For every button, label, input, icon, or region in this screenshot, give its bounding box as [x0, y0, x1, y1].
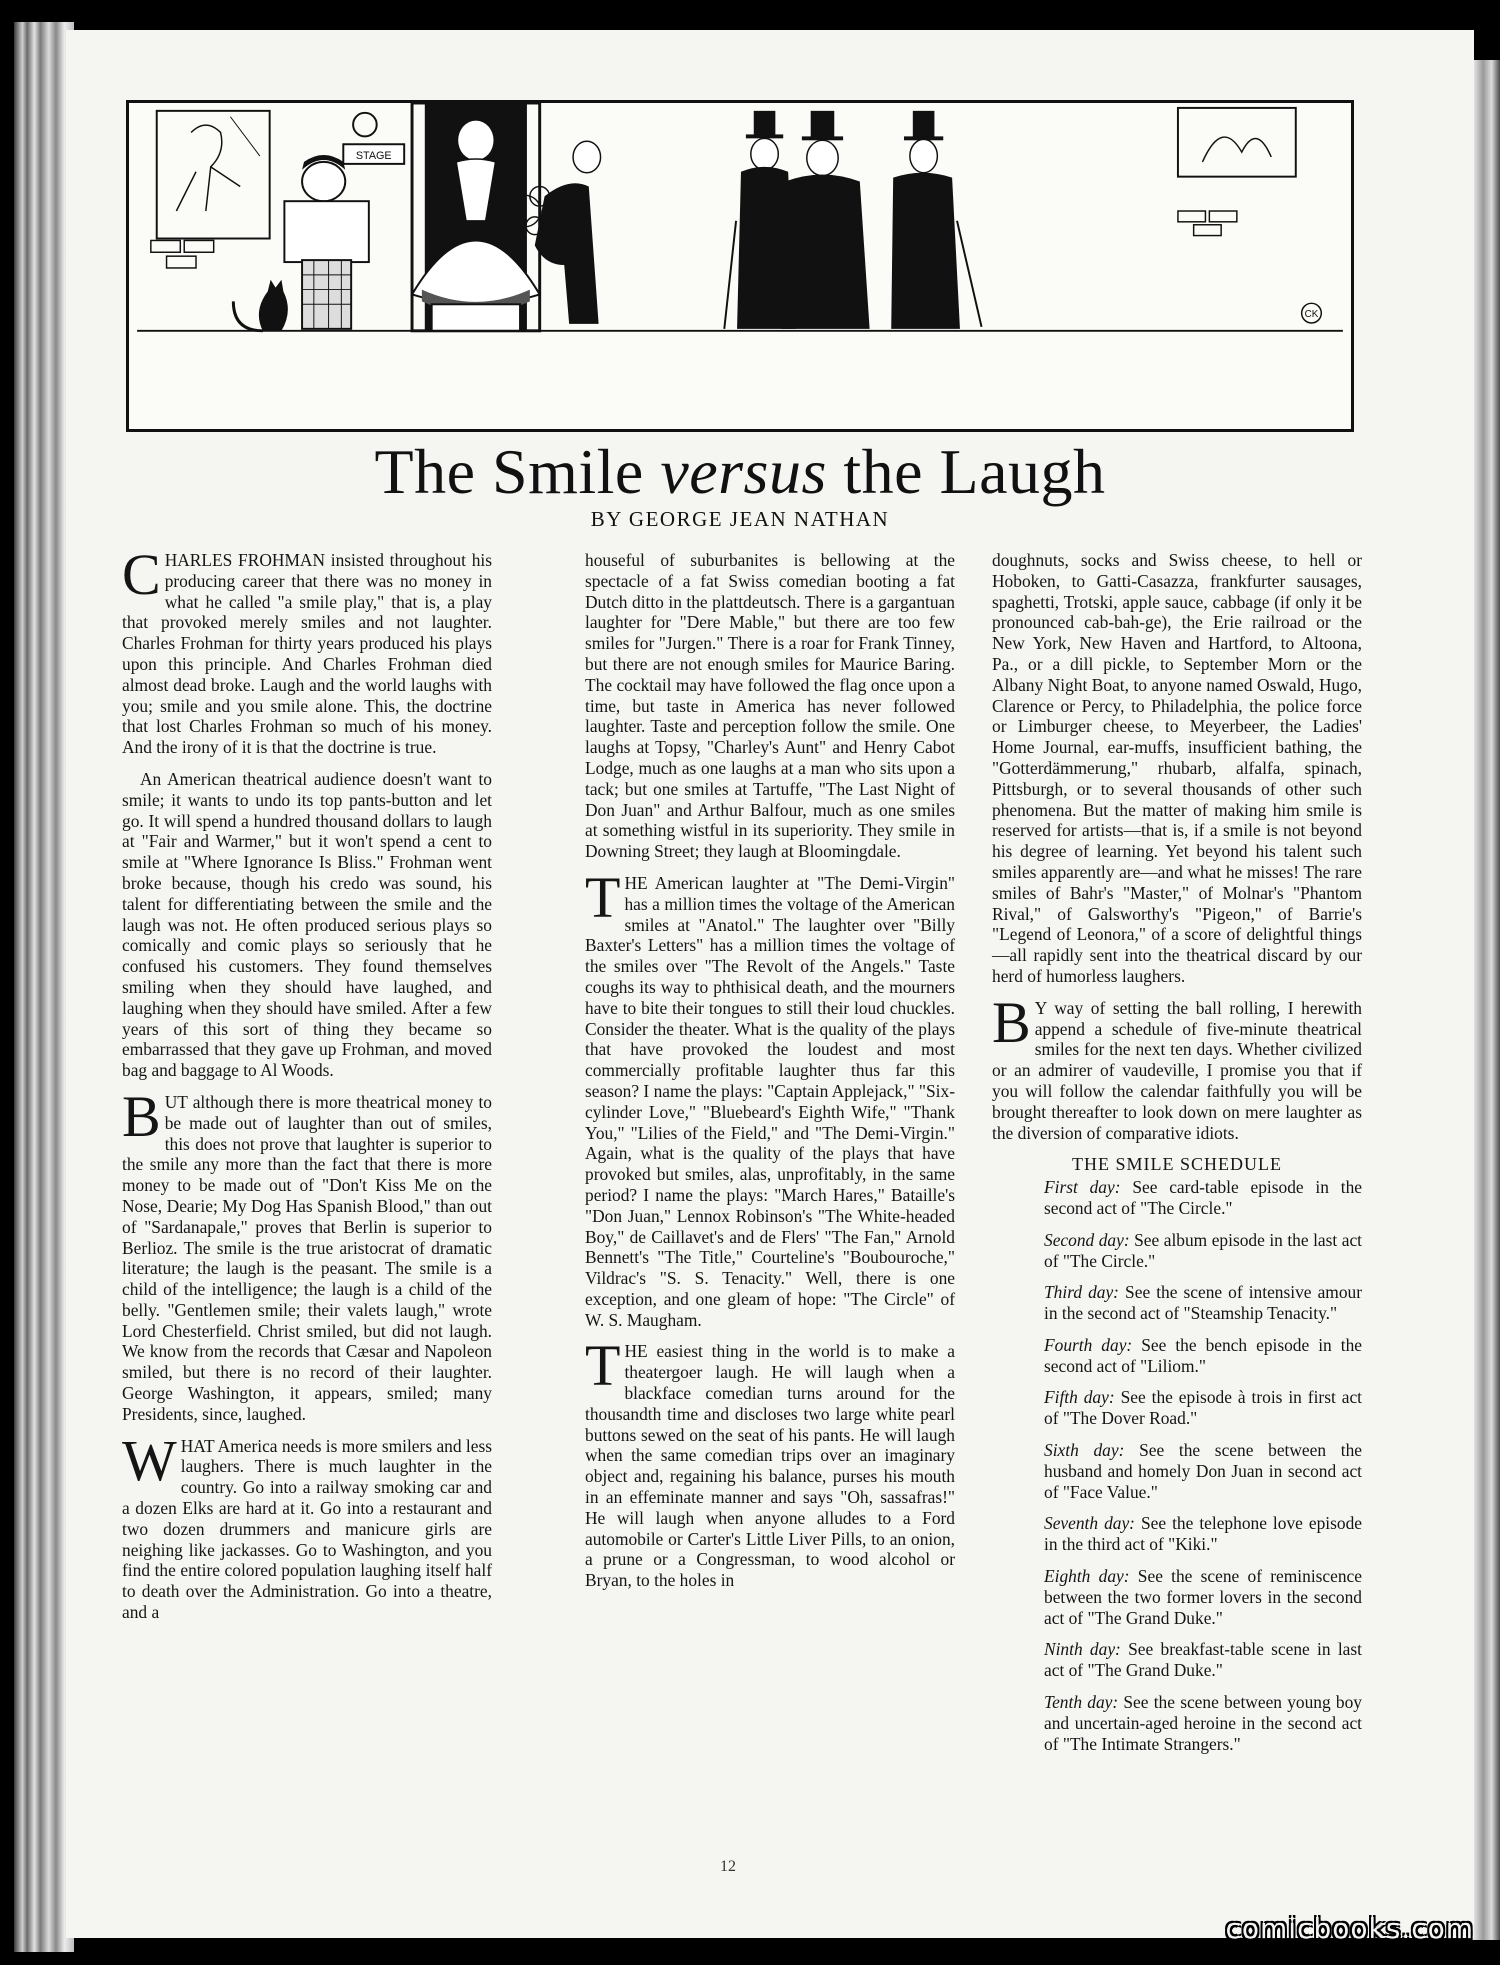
schedule-heading: THE SMILE SCHEDULE: [1072, 1154, 1282, 1175]
paragraph: WHAT America needs is more smilers and less laughers. There is much laughter in the country. Go into a railway smoking car and a dozen Elks are hard at it. Go into a restaurant and two dozen drummers and manicure girls are neighing like jackasses. Go to Washington, and you find the entire colored population laughing itself half to death over the Administration. Go into a theatre, and a: [122, 1427, 492, 1623]
title-emphasis: versus: [660, 436, 827, 507]
byline: BY GEORGE JEAN NATHAN: [590, 507, 890, 531]
cat-tail: [233, 301, 262, 330]
poster-hatching: [230, 117, 259, 156]
svg-text:CK: CK: [1304, 309, 1319, 321]
black-cat: [259, 280, 288, 331]
site-watermark: comicbooks.com: [1225, 1912, 1474, 1945]
schedule-item: Third day: See the scene of intensive amour in the second act of "Steamship Tenacity.": [1044, 1282, 1362, 1324]
lamp-globe: [353, 113, 377, 137]
bowing-suitor: [535, 183, 599, 324]
drop-cap: T: [585, 1333, 621, 1399]
book-page-edges: [14, 22, 74, 1952]
paragraph: houseful of suburbanites is bellowing at the spectacle of a fat Swiss comedian booting a fat Dutch ditto in the plattdeutsch. There is a gargantuan laughter for "Dere Mable," but there are too few smiles for "Jurgen." There is a roar for Frank Tinney, but there are not enough smiles for Maurice Baring. The cocktail may have followed the flag once upon a time, but taste in America has never followed laughter. Taste and perception follow the smile. One laughs at Topsy, "Charley's Aunt" and Henry Cabot Lodge, much as one laughs at a man who sits upon a tack; but one smiles at Tartuffe, "The Last Night of Don Juan" and Arthur Balfour, much as one smiles at something wistful in its superiority. They smile in Downing Street; they laugh at Bloomingdale.: [585, 550, 955, 862]
doorstep: [432, 304, 520, 331]
schedule-item: Fourth day: See the bench episode in the second act of "Liliom.": [1044, 1334, 1362, 1376]
schedule-item: Ninth day: See breakfast-table scene in last act of "The Grand Duke.": [1044, 1639, 1362, 1681]
drop-cap: B: [122, 1083, 161, 1149]
newspaper: [284, 201, 368, 262]
schedule-item: Second day: See album episode in the last act of "The Circle.": [1044, 1229, 1362, 1271]
stage-sign-text: STAGE: [355, 149, 392, 162]
poster-frame-right: [1178, 108, 1296, 177]
drop-cap: W: [122, 1427, 177, 1493]
page-number: 12: [720, 1858, 736, 1875]
top-hat-2: [811, 111, 835, 138]
column-3: [992, 550, 1362, 1765]
suitor-head: [573, 141, 600, 172]
paragraph: BUT although there is more theatrical money to be made out of laughter than out of smiles, this does not prove that laughter is superior to the smile any more than the fact that there is more money to be made out of "Don't Kiss Me on the Nose, Dearie; My Dog Has Spanish Blood," than out of "Sardanapale," proves that Berlin is superior to Berlioz. The smile is the true aristocrat of dramatic literature; the laugh is the peasant. The smile is a child of the intelligence; the laugh is a child of the belly. "Gentlemen smile; their valets laugh," wrote Lord Chesterfield. Christ smiled, but did not laugh. We know from the records that Cæsar and Napoleon smiled, but there is no record of their laughter. George Washington, it appears, smiled; many Presidents, since, laughed.: [122, 1083, 492, 1424]
poster-dancer: [176, 125, 240, 211]
header-illustration: [126, 100, 1354, 432]
book-right-edge: [1472, 60, 1500, 1940]
drop-cap: T: [585, 864, 621, 930]
illustration-art: [129, 103, 1351, 429]
title-part-2: the Laugh: [826, 436, 1106, 507]
smile-schedule: [992, 1177, 1362, 1754]
top-hat-3: [913, 111, 935, 138]
reader-trousers: [302, 260, 351, 329]
schedule-item: Eighth day: See the scene of reminiscence between the two former lovers in the second act of "The Grand Duke.": [1044, 1566, 1362, 1628]
title-part-1: The Smile: [374, 436, 661, 507]
schedule-item: Tenth day: See the scene between young boy and uncertain-aged heroine in the second act of "The Intimate Strangers.": [1044, 1692, 1363, 1754]
paragraph: THE easiest thing in the world is to make a theatergoer laugh. He will laugh when a blackface comedian turns around for the thousandth time and discloses two large white pearl buttons sewed on the seat of his pants. He will laugh when the same comedian trips over an imaginary object and, regaining his balance, purses his mouth in an effeminate manner and says "Oh, sassafras!" He will laugh when anyone alludes to a Ford automobile or Carter's Little Liver Pills, to an onion, a prune or a Congressman, to wood alcohol or Bryan, to the holes in: [585, 1333, 955, 1591]
gentlemen-group: [724, 111, 981, 329]
reader-head: [302, 162, 345, 201]
drop-cap: C: [122, 542, 161, 607]
top-hat-1: [754, 111, 776, 137]
column-2: [585, 550, 955, 1602]
paragraph: THE American laughter at "The Demi-Virgin" has a million times the voltage of the American smiles at "Anatol." The laughter over "Billy Baxter's Letters" has a million times the voltage of the smiles over "The Revolt of the Angels." Taste coughs its way to phthisical death, and the mourners have to bite their tongues to still their loud chuckles. Consider the theater. What is the quality of the plays that have provoked the loudest and most commercially profitable laughter thus far this season? I name the plays: "Captain Applejack," "Six-cylinder Love," "Bluebeard's Eighth Wife," "Thank You," "Lilies of the Field," and "The Demi-Virgin." Again, what is the quality of the plays that have provoked but smiles, alas, unprofitably, in the same period? I name the plays: "March Hares," Bataille's "Don Juan," Lennox Robinson's "The White-headed Boy," de Caillavet's and de Flers' "The Fan," Arnold Bennett's "The Title," Courteline's "Boubouroche," Vildrac's "S. S. Tenacity." Well, there is one exception, and one gleam of hope: "The Circle" of W. S. Maugham.: [585, 864, 955, 1330]
paragraph: B Y way of setting the ball rolling, I herewith append a schedule of five-minute theatrical smiles for the next ten days. Whether civilized or an admirer of vaudeville, I promise you that if you will follow the calendar faithfully you will be brought thereafter to look down on mere laughter as the diversion of comparative idiots.: [992, 989, 1362, 1143]
schedule-item: Seventh day: See the telephone love episode in the third act of "Kiki.": [1044, 1513, 1362, 1555]
column-1: [122, 542, 492, 1634]
paragraph: CHARLES FROHMAN insisted throughout his producing career that there was no money in what he called "a smile play," that is, a play that provoked merely smiles and not laughter. Charles Frohman for thirty years produced his plays upon this principle. And Charles Frohman died almost dead broke. Laugh and the world laughs with you; smile and you smile alone. This, the doctrine that lost Charles Frohman so much of his money. And the irony of it is that the doctrine is true.: [122, 542, 492, 758]
schedule-item: Fifth day: See the episode à trois in first act of "The Dover Road.": [1044, 1387, 1363, 1429]
drop-cap: B: [992, 989, 1031, 1055]
schedule-item: Sixth day: See the scene between the husband and homely Don Juan in second act of "Face Value.": [1044, 1440, 1362, 1502]
woman-head: [458, 121, 493, 160]
paragraph: doughnuts, socks and Swiss cheese, to hell or Hoboken, to Gatti-Casazza, frankfurter sausages, spaghetti, Trotski, apple sauce, cabbage (if only it be pronounced cab-bah-ge), the Erie railroad or the New York, New Haven and Hartford, to Altoona, Pa., or a dill pickle, to September Morn or the Albany Night Boat, to anyone named Oswald, Hugo, Clarence or Percy, to Philadelphia, the police force or Limburger cheese, to Meyerbeer, the Ladies' Home Journal, ear-muffs, insufficient bathing, the "Gotterdämmerung," rhubarb, alfalfa, spinach, Pittsburgh, or to several thousands of other such phenomena. But the matter of making him smile is reserved for artists—that is, if a smile is not beyond his degree of learning. Yet beyond his talent such smiles apparently are—and what he misses! The rare smiles of Bahr's "Master," of Molnar's "Phantom Rival," of Galsworthy's "Pigeon," of Barrie's "Legend of Leonora," of a score of delightful things—all rapidly sent into the theatrical discard by our herd of humorless laughers.: [992, 550, 1362, 986]
paragraph: An American theatrical audience doesn't want to smile; it wants to undo its top pants-button and let go. It will spend a hundred thousand dollars to laugh at "Fair and Warmer," but it won't spend a cent to smile at "Where Ignorance Is Bliss." Frohman went broke because, though his credo was sound, his talent for differentiating between the smile and the laugh was not. He often produced serious plays so comically and comic plays so seriously that he confused his customers. They found themselves smiling when they should have laughed, and laughing when they should have smiled. After a few years of this sort of thing they became so embarrassed that they gave up Frohman, and moved bag and baggage to Al Woods.: [122, 768, 492, 1081]
article-title: [126, 436, 1354, 507]
schedule-item: First day: See card-table episode in the second act of "The Circle.": [1044, 1177, 1362, 1218]
poster-frame: [157, 111, 270, 239]
